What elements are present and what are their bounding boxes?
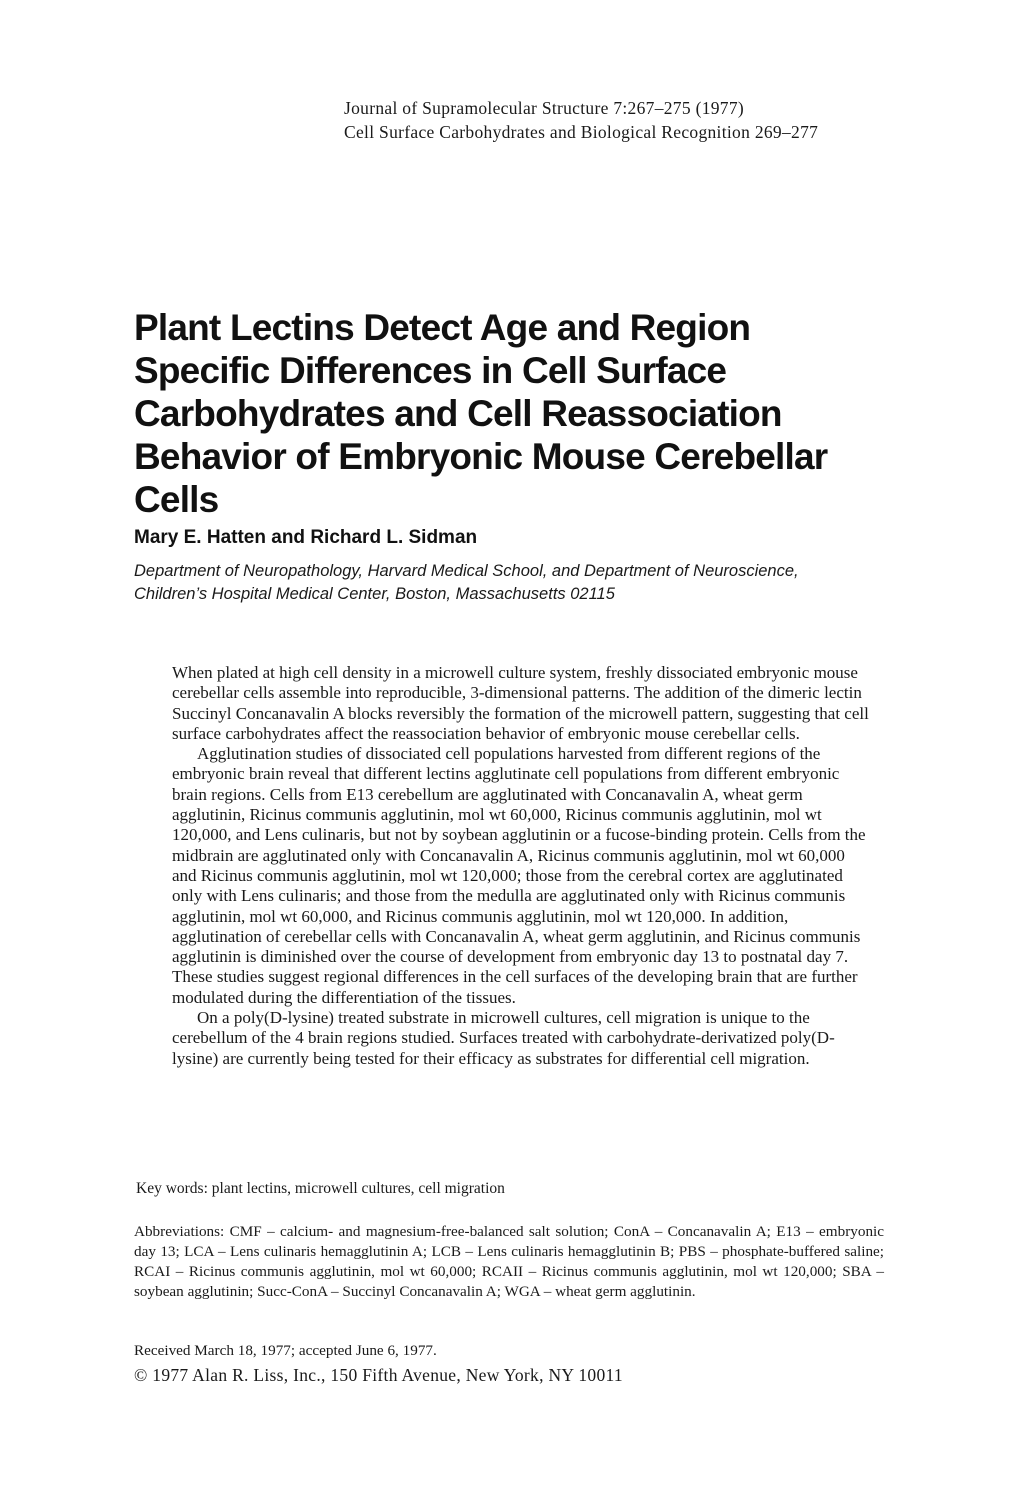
keywords: Key words: plant lectins, microwell cultures, cell migration	[136, 1180, 505, 1197]
authors: Mary E. Hatten and Richard L. Sidman	[134, 527, 478, 548]
received-date: Received March 18, 1977; accepted June 6, 1977.	[134, 1342, 437, 1359]
abstract-paragraph: When plated at high cell density in a microwell culture system, freshly dissociated embryonic mouse cerebellar cells assemble into reproducible, 3-dimensional patterns. The addition of the dimeric lectin Succinyl Concanavalin A blocks reversibly the formation of the microwell pattern, suggesting that cell surface carbohydrates affect the reassociation behavior of embryonic mouse cerebellar cells.	[172, 663, 869, 743]
title-line: Behavior of Embryonic Mouse Cerebellar	[134, 436, 828, 477]
affiliation-line: Children’s Hospital Medical Center, Boston, Massachusetts 02115	[134, 585, 615, 603]
affiliation	[134, 560, 994, 606]
series-citation: Cell Surface Carbohydrates and Biological Recognition 269–277	[344, 122, 819, 142]
abstract-paragraph: On a poly(D-lysine) treated substrate in microwell cultures, cell migration is unique to the cerebellum of the 4 brain regions studied. Surfaces treated with carbohydrate-derivatized poly(D-lysine) are currently being tested for their efficacy as substrates for differential cell migration.	[172, 1008, 835, 1068]
journal-citation: Journal of Supramolecular Structure 7:267–275 (1977)	[344, 98, 745, 118]
abstract-paragraph: Agglutination studies of dissociated cell populations harvested from different regions of the embryonic brain reveal that different lectins agglutinate cell populations from different embryonic brain regions. Cells from E13 cerebellum are agglutinated with Concanavalin A, wheat germ agglutinin, Ricinus communis agglutinin, mol wt 60,000, Ricinus communis agglutinin, mol wt 120,000, and Lens culinaris, but not by soybean agglutinin or a fucose-binding protein. Cells from the midbrain are agglutinated only with Concanavalin A, Ricinus communis agglutinin, mol wt 60,000 and Ricinus communis agglutinin, mol wt 120,000; those from the cerebral cortex are agglutinated only with Lens culinaris; and those from the medulla are agglutinated only with Ricinus communis agglutinin, mol wt 60,000, and Ricinus communis agglutinin, mol wt 120,000. In addition, agglutination of cerebellar cells with Concanavalin A, wheat germ agglutinin, and Ricinus communis agglutinin is diminished over the course of development from embryonic day 13 to postnatal day 7. These studies suggest regional differences in the cell surfaces of the developing brain that are further modulated during the differentiation of the tissues.	[172, 744, 866, 1007]
article-title	[134, 306, 954, 521]
journal-header	[344, 96, 944, 144]
affiliation-line: Department of Neuropathology, Harvard Medical School, and Department of Neuroscience,	[134, 562, 799, 580]
copyright: © 1977 Alan R. Liss, Inc., 150 Fifth Avenue, New York, NY 10011	[134, 1365, 623, 1385]
abbreviations: Abbreviations: CMF – calcium- and magnesium-free-balanced salt solution; ConA – Concanavalin A; E13 – embryonic day 13; LCA – Lens culinaris hemagglutinin A; LCB – Lens culinaris hemagglutinin B; PBS – phosphate-buffered saline; RCAI – Ricinus communis agglutinin, mol wt 60,000; RCAII – Ricinus communis agglutinin, mol wt 120,000; SBA – soybean agglutinin; Succ-ConA – Succinyl Concanavalin A; WGA – wheat germ agglutinin.	[134, 1223, 884, 1300]
title-line: Plant Lectins Detect Age and Region	[134, 307, 751, 348]
title-line: Specific Differences in Cell Surface	[134, 350, 727, 391]
title-line: Cells	[134, 479, 219, 520]
title-line: Carbohydrates and Cell Reassociation	[134, 393, 782, 434]
abstract	[172, 663, 872, 1069]
